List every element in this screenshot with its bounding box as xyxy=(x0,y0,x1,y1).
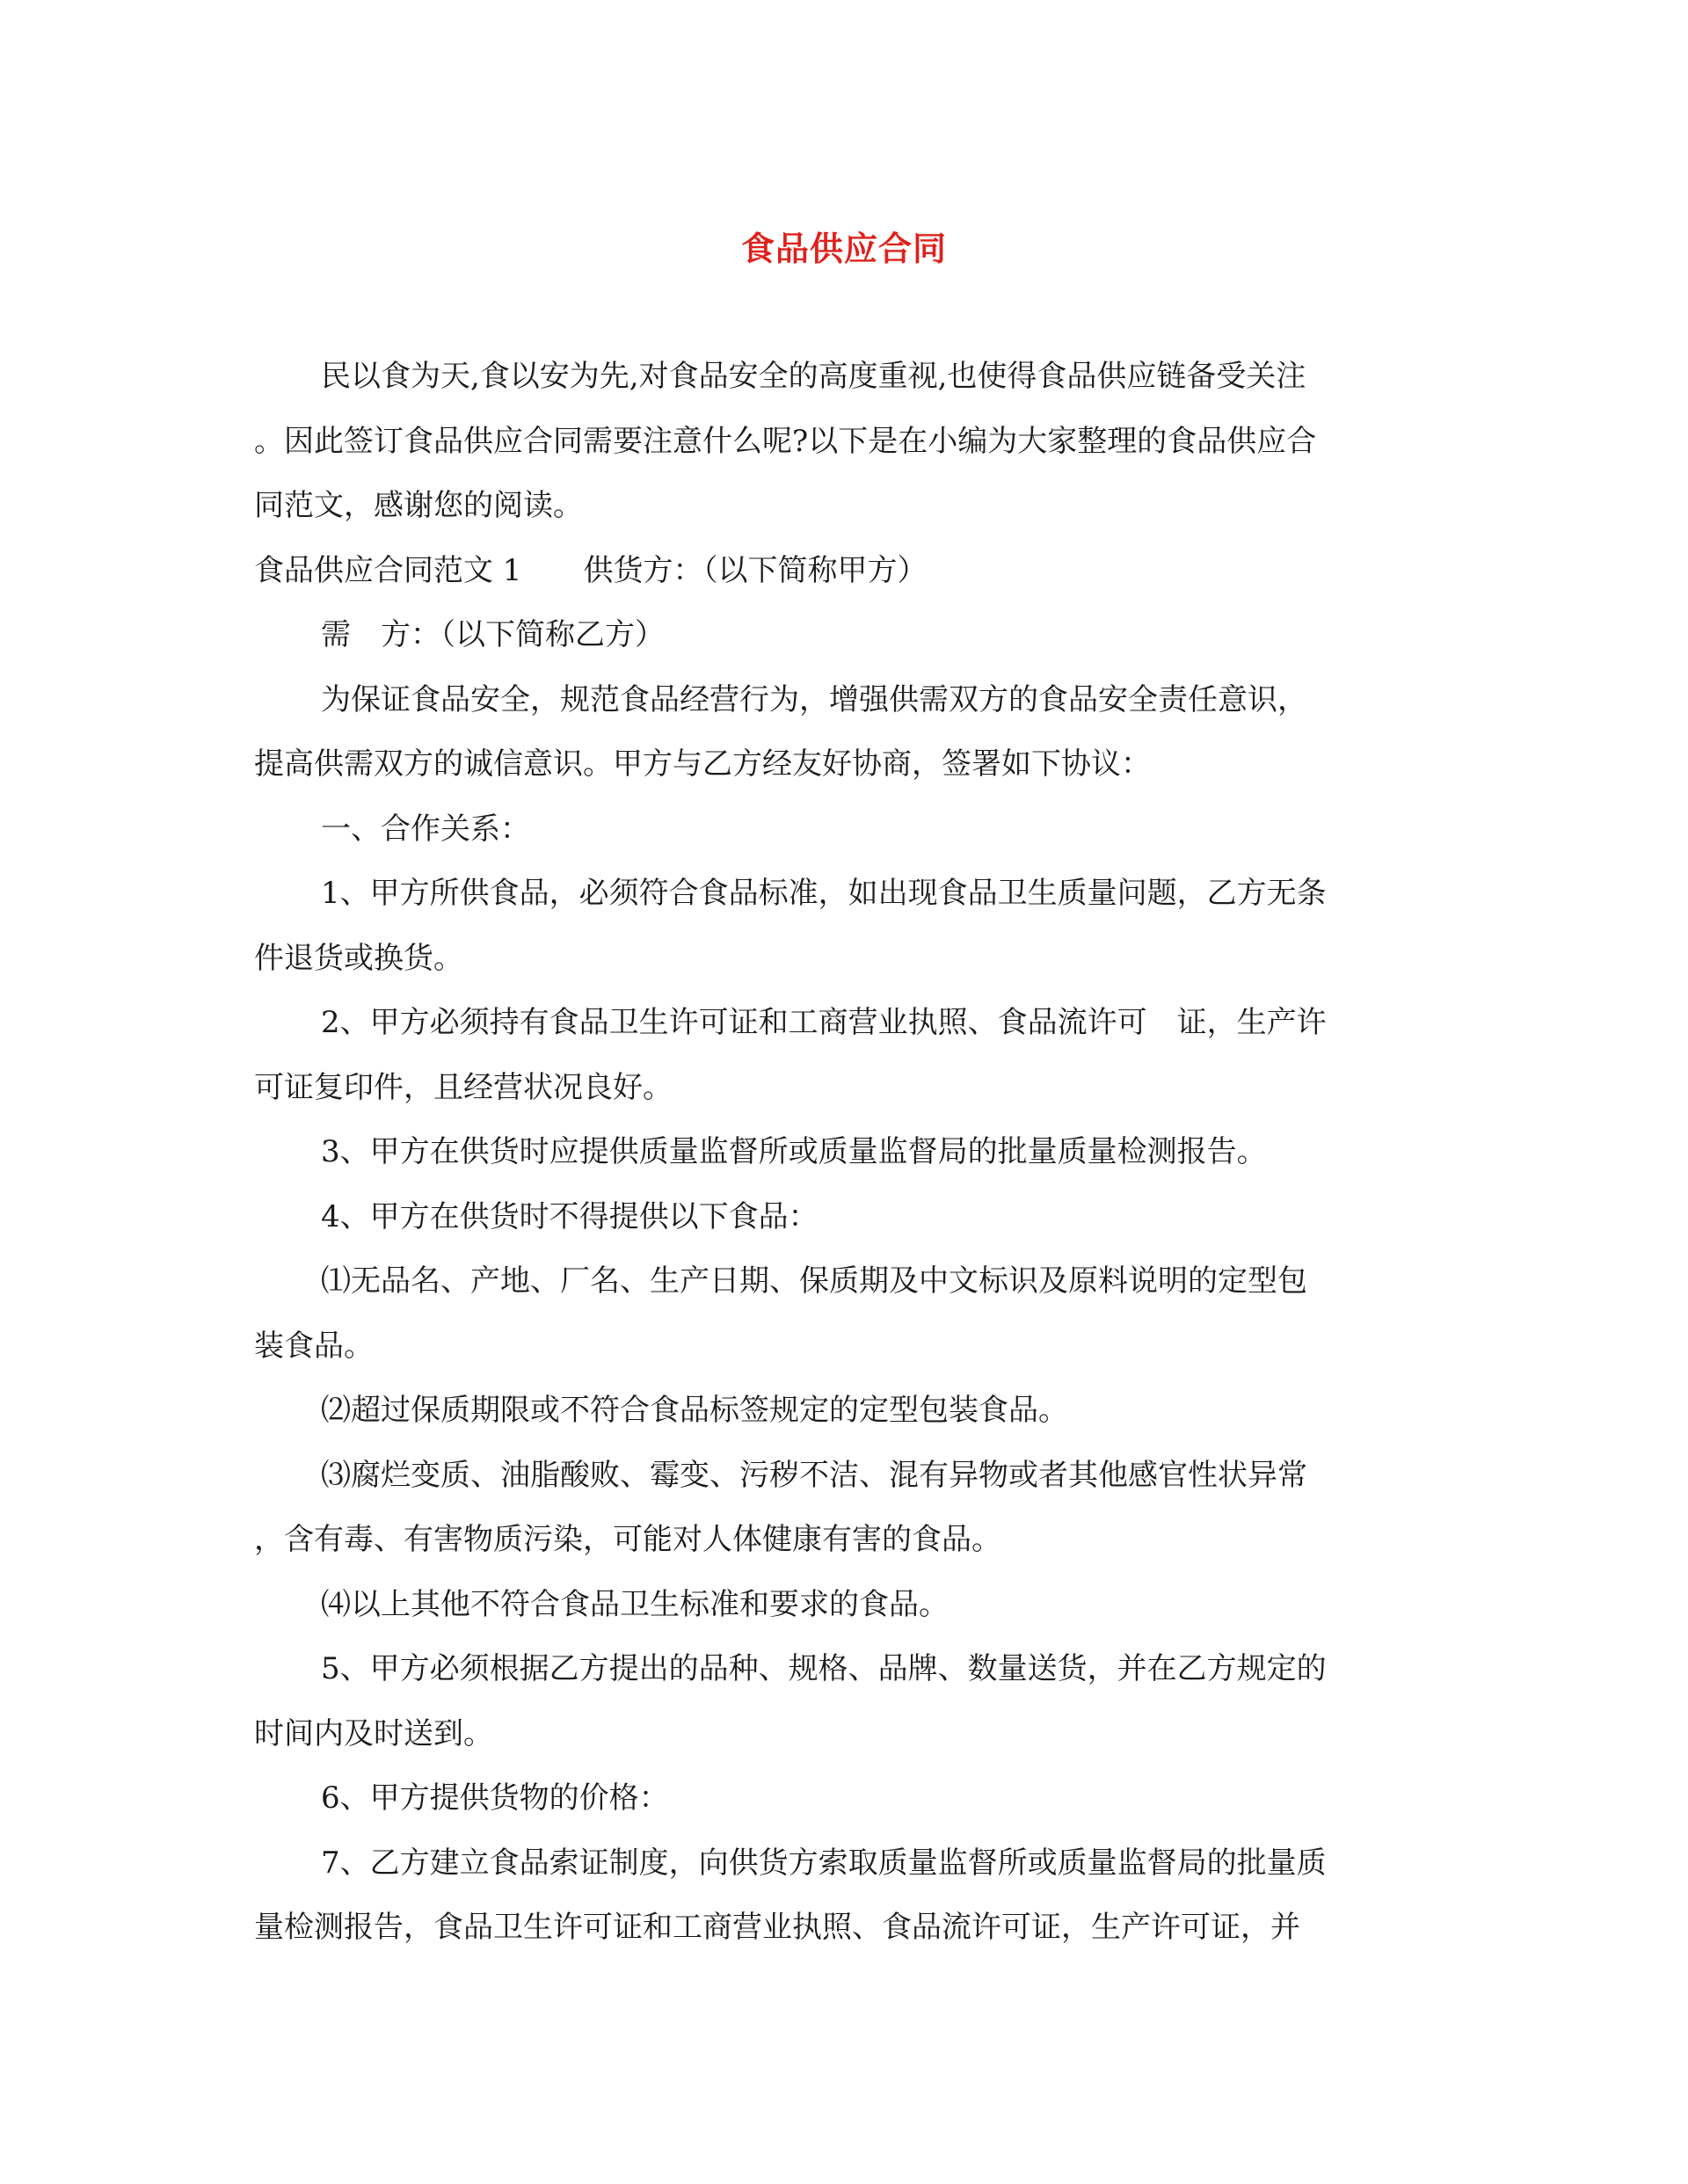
line-text: 7、乙方建立食品索证制度，向供货方索取质量监督所或质量监督局的批量质 xyxy=(321,1845,1327,1881)
document-line xyxy=(254,603,1432,668)
line-text: 为保证食品安全，规范食品经营行为，增强供需双方的食品安全责任意识， xyxy=(321,681,1307,717)
line-text: 同范文，感谢您的阅读。 xyxy=(254,488,583,523)
line-text: 件退货或换货。 xyxy=(254,940,463,976)
document-line xyxy=(254,1314,1432,1380)
line-text: 4、甲方在供货时不得提供以下食品： xyxy=(321,1198,819,1234)
document-line xyxy=(254,1249,1432,1314)
line-text: ⑷以上其他不符合食品卫生标准和要求的食品。 xyxy=(321,1586,949,1622)
line-text: 时间内及时送到。 xyxy=(254,1715,493,1751)
line-text: 6、甲方提供货物的价格： xyxy=(321,1780,669,1816)
line-text: ⑵超过保质期限或不符合食品标签规定的定型包装食品。 xyxy=(321,1393,1068,1428)
document-line xyxy=(254,797,1432,863)
document-line xyxy=(254,410,1432,475)
document-line xyxy=(254,474,1432,539)
document-line xyxy=(254,1444,1432,1509)
document-line xyxy=(254,1831,1432,1896)
document-body xyxy=(254,345,1432,1961)
document-line xyxy=(254,927,1432,992)
document-line xyxy=(254,1056,1432,1121)
document-line xyxy=(254,1120,1432,1185)
line-text: 需 方：（以下简称乙方） xyxy=(321,617,665,652)
line-text: 。因此签订食品供应合同需要注意什么呢?以下是在小编为大家整理的食品供应合 xyxy=(254,423,1317,459)
document-line xyxy=(254,732,1432,797)
line-text: ⑴无品名、产地、厂名、生产日期、保质期及中文标识及原料说明的定型包 xyxy=(321,1263,1307,1299)
line-text: 3、甲方在供货时应提供质量监督所或质量监督局的批量质量检测报告。 xyxy=(321,1134,1267,1169)
document-line xyxy=(254,1573,1432,1638)
line-text: ，含有毒、有害物质污染，可能对人体健康有害的食品。 xyxy=(254,1522,1001,1557)
line-text: 量检测报告，食品卫生许可证和工商营业执照、食品流许可证，生产许可证，并 xyxy=(254,1910,1300,1945)
line-text: 一、合作关系： xyxy=(321,811,530,847)
document-line xyxy=(254,862,1432,927)
line-text: 2、甲方必须持有食品卫生许可证和工商营业执照、食品流许可 证，生产许 xyxy=(321,1005,1327,1040)
document-line xyxy=(254,1702,1432,1767)
document-line xyxy=(254,1766,1432,1831)
document-line xyxy=(254,1185,1432,1250)
line-text: 1、甲方所供食品，必须符合食品标准，如出现食品卫生质量问题，乙方无条 xyxy=(321,876,1327,911)
line-tail-text: 供货方：（以下简称甲方） xyxy=(583,552,928,588)
line-text: 5、甲方必须根据乙方提出的品种、规格、品牌、数量送货，并在乙方规定的 xyxy=(321,1651,1327,1686)
document-line xyxy=(254,539,1432,604)
line-text: 食品供应合同范文 1 xyxy=(254,552,522,588)
line-text: ⑶腐烂变质、油脂酸败、霉变、污秽不洁、混有异物或者其他感官性状异常 xyxy=(321,1457,1307,1493)
document-title: 食品供应合同 xyxy=(740,229,947,268)
document-line xyxy=(254,345,1432,410)
document-line xyxy=(254,1379,1432,1444)
line-text: 装食品。 xyxy=(254,1328,374,1364)
document-line xyxy=(254,991,1432,1056)
document-line xyxy=(254,668,1432,733)
line-text: 提高供需双方的诚信意识。甲方与乙方经友好协商，签署如下协议： xyxy=(254,746,1151,782)
document-line xyxy=(254,1896,1432,1961)
document-line xyxy=(254,1508,1432,1573)
document-line xyxy=(254,1637,1432,1702)
line-text: 民以食为天,食以安为先,对食品安全的高度重视,也使得食品供应链备受关注 xyxy=(321,359,1306,394)
line-text: 可证复印件，且经营状况良好。 xyxy=(254,1069,673,1105)
